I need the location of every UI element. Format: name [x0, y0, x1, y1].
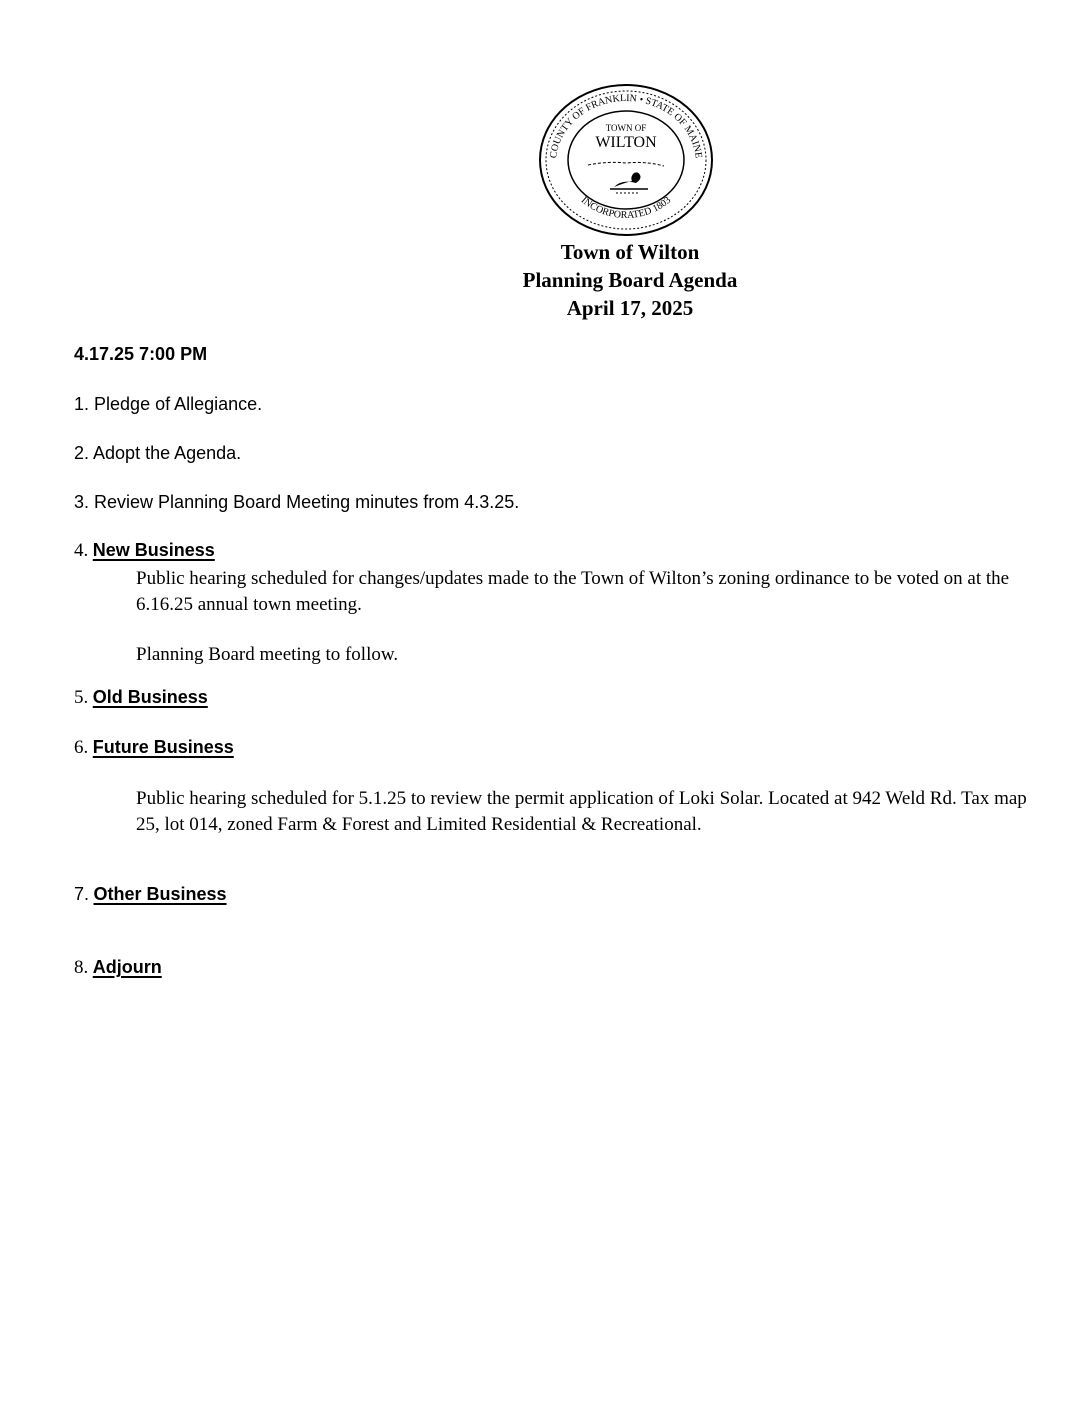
section-heading-adjourn: Adjourn: [92, 957, 162, 977]
item-number: 4.: [74, 540, 89, 561]
agenda-item-1: [74, 394, 262, 415]
seal-top-text: COUNTY OF FRANKLIN • STATE OF MAINE: [548, 92, 704, 159]
agenda-item-3: [74, 492, 519, 513]
seal-bottom-text: INCORPORATED 1803: [578, 194, 674, 221]
section-heading-new-business: New Business: [92, 540, 215, 560]
agenda-item-2: [74, 443, 241, 464]
svg-text:INCORPORATED 1803: [579, 195, 673, 221]
agenda-item-7: [74, 884, 227, 905]
agenda-item-6: [74, 737, 234, 759]
loon-icon: [588, 162, 664, 193]
agenda-item-8: [74, 957, 162, 979]
section-heading-old-business: Old Business: [92, 687, 208, 707]
town-seal-graphic: [538, 83, 714, 237]
seal-center-line1: TOWN OF: [605, 123, 647, 133]
item-number: 7.: [74, 884, 90, 904]
item-number: 5.: [74, 687, 89, 708]
agenda-item-5: [74, 687, 208, 709]
item-text: Adopt the Agenda.: [93, 443, 242, 463]
document-title-block: [480, 238, 780, 322]
section-heading-future-business: Future Business: [92, 737, 234, 757]
document-title: Planning Board Agenda: [522, 268, 738, 292]
new-business-detail-1: Public hearing scheduled for changes/updates made to the Town of Wilton’s zoning ordinance to be voted on at the 6.16.25 annual town meeting.: [136, 568, 1010, 615]
item-text: Review Planning Board Meeting minutes from 4.3.25.: [94, 492, 520, 512]
item-number: 1.: [74, 394, 90, 414]
item-number: 3.: [74, 492, 90, 512]
agenda-item-4: [74, 540, 215, 562]
item-number: 2.: [74, 443, 90, 463]
meeting-time: 4.17.25 7:00 PM: [74, 344, 208, 364]
section-heading-other-business: Other Business: [93, 884, 227, 904]
town-name: Town of Wilton: [560, 240, 700, 264]
meeting-date: April 17, 2025: [566, 296, 694, 320]
item-text: Pledge of Allegiance.: [94, 394, 263, 414]
new-business-detail-2: Planning Board meeting to follow.: [136, 644, 399, 665]
town-seal: [538, 83, 714, 237]
item-number: 8.: [74, 957, 89, 978]
future-business-detail: Public hearing scheduled for 5.1.25 to review the permit application of Loki Solar. Located at 942 Weld Rd. Tax map 25, lot 014, zoned Farm & Forest and Limited Residential & Recreational.: [136, 788, 1027, 835]
item-number: 6.: [74, 737, 89, 758]
seal-center-line2: WILTON: [595, 134, 657, 151]
